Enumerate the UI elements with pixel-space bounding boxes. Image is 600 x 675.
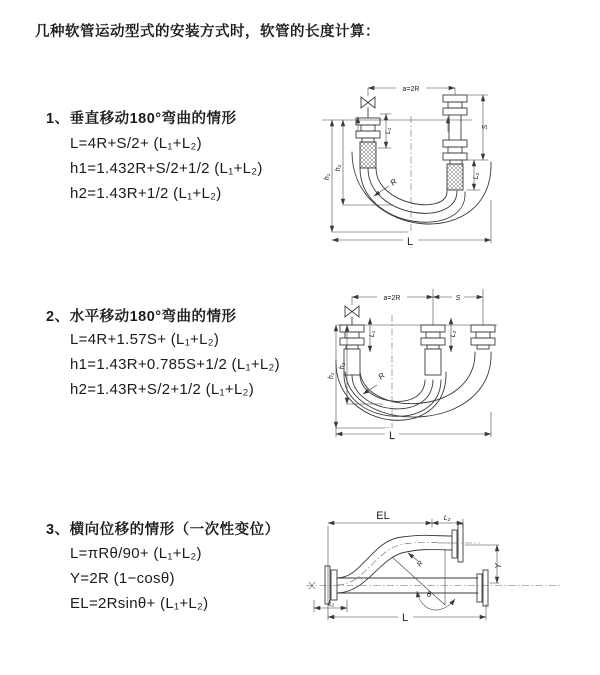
dim-h1 [332,120,408,232]
valve-icon [345,306,359,325]
page-title: 几种软管运动型式的安装方式时，软管的长度计算： [35,24,380,40]
label-a2r: a=2R [402,85,420,93]
right-flange-upper [443,95,467,115]
formula-3-EL: EL=2Rsinθ+ (L₁+L₂) [70,595,209,612]
label-l1: L₁ [369,330,376,338]
label-theta: θ [426,590,432,599]
right-braided-hose [447,164,463,190]
formula-1-h1: h1=1.432R+S/2+1/2 (L₁+L₂) [70,160,263,177]
label-l: L [406,236,414,248]
label-s: S [455,294,461,302]
section-2-heading: 2、水平移动180°弯曲的情形 [46,309,237,325]
label-l: L [388,430,396,442]
label-r: R [388,176,399,188]
label-l2: L₂ [473,172,480,180]
dim-el [328,519,432,620]
left-flange [325,566,337,604]
diagram-horizontal-180-bend [310,285,600,470]
formula-2-L: L=4R+1.57S+ (L₁+L₂) [70,331,220,348]
label-s: S [482,124,489,130]
middle-braided-hose [425,349,441,375]
label-h1: h₁ [324,173,331,181]
diagram-vertical-180-bend [310,70,600,255]
left-flange [340,325,364,349]
label-r: R [416,559,425,569]
left-flange [356,118,380,142]
label-l1: L₁ [385,127,392,135]
reference-line [322,117,472,135]
valve-icon [361,97,375,118]
label-a2r: a=2R [383,294,401,302]
hose-u-original [336,360,446,420]
right-pipe [449,115,461,140]
label-l2: L₂ [443,515,451,522]
hose-s-curve [337,535,452,593]
radius-leader [408,553,418,561]
formula-3-Y: Y=2R (1−cosθ) [70,570,175,587]
middle-flange [421,325,445,349]
hose-centerline [337,542,452,585]
formula-2-h1: h1=1.43R+0.785S+1/2 (L₁+L₂) [70,356,280,373]
angle-construction [392,549,455,610]
formula-1-h2: h2=1.43R+1/2 (L₁+L₂) [70,185,222,202]
label-r: R [376,370,387,382]
left-braided-hose [360,142,376,168]
moved-flange [471,325,495,349]
label-l1: L₁ [327,600,335,608]
right-flange [477,570,488,606]
right-flange-lower [443,140,467,164]
label-y: Y [494,563,503,569]
section-1-heading: 1、垂直移动180°弯曲的情形 [46,111,237,127]
diagram-lateral-displacement [300,505,600,660]
label-h2: h₂ [339,362,346,370]
formula-2-h2: h2=1.43R+S/2+1/2 (L₁+L₂) [70,381,255,398]
hose-u-moved [345,352,491,417]
section-3-heading: 3、横向位移的情形（一次性变位） [46,522,280,538]
label-h2: h₂ [335,164,342,172]
label-l2: L₂ [450,330,457,338]
label-h1: h₁ [328,372,335,380]
left-braided-hose [344,349,360,375]
label-el: EL [376,510,390,522]
dim-l [336,412,491,437]
label-l: L [401,612,409,624]
formula-3-L: L=πRθ/90+ (L₁+L₂) [70,545,202,562]
formula-1-L: L=4R+S/2+ (L₁+L₂) [70,135,202,152]
